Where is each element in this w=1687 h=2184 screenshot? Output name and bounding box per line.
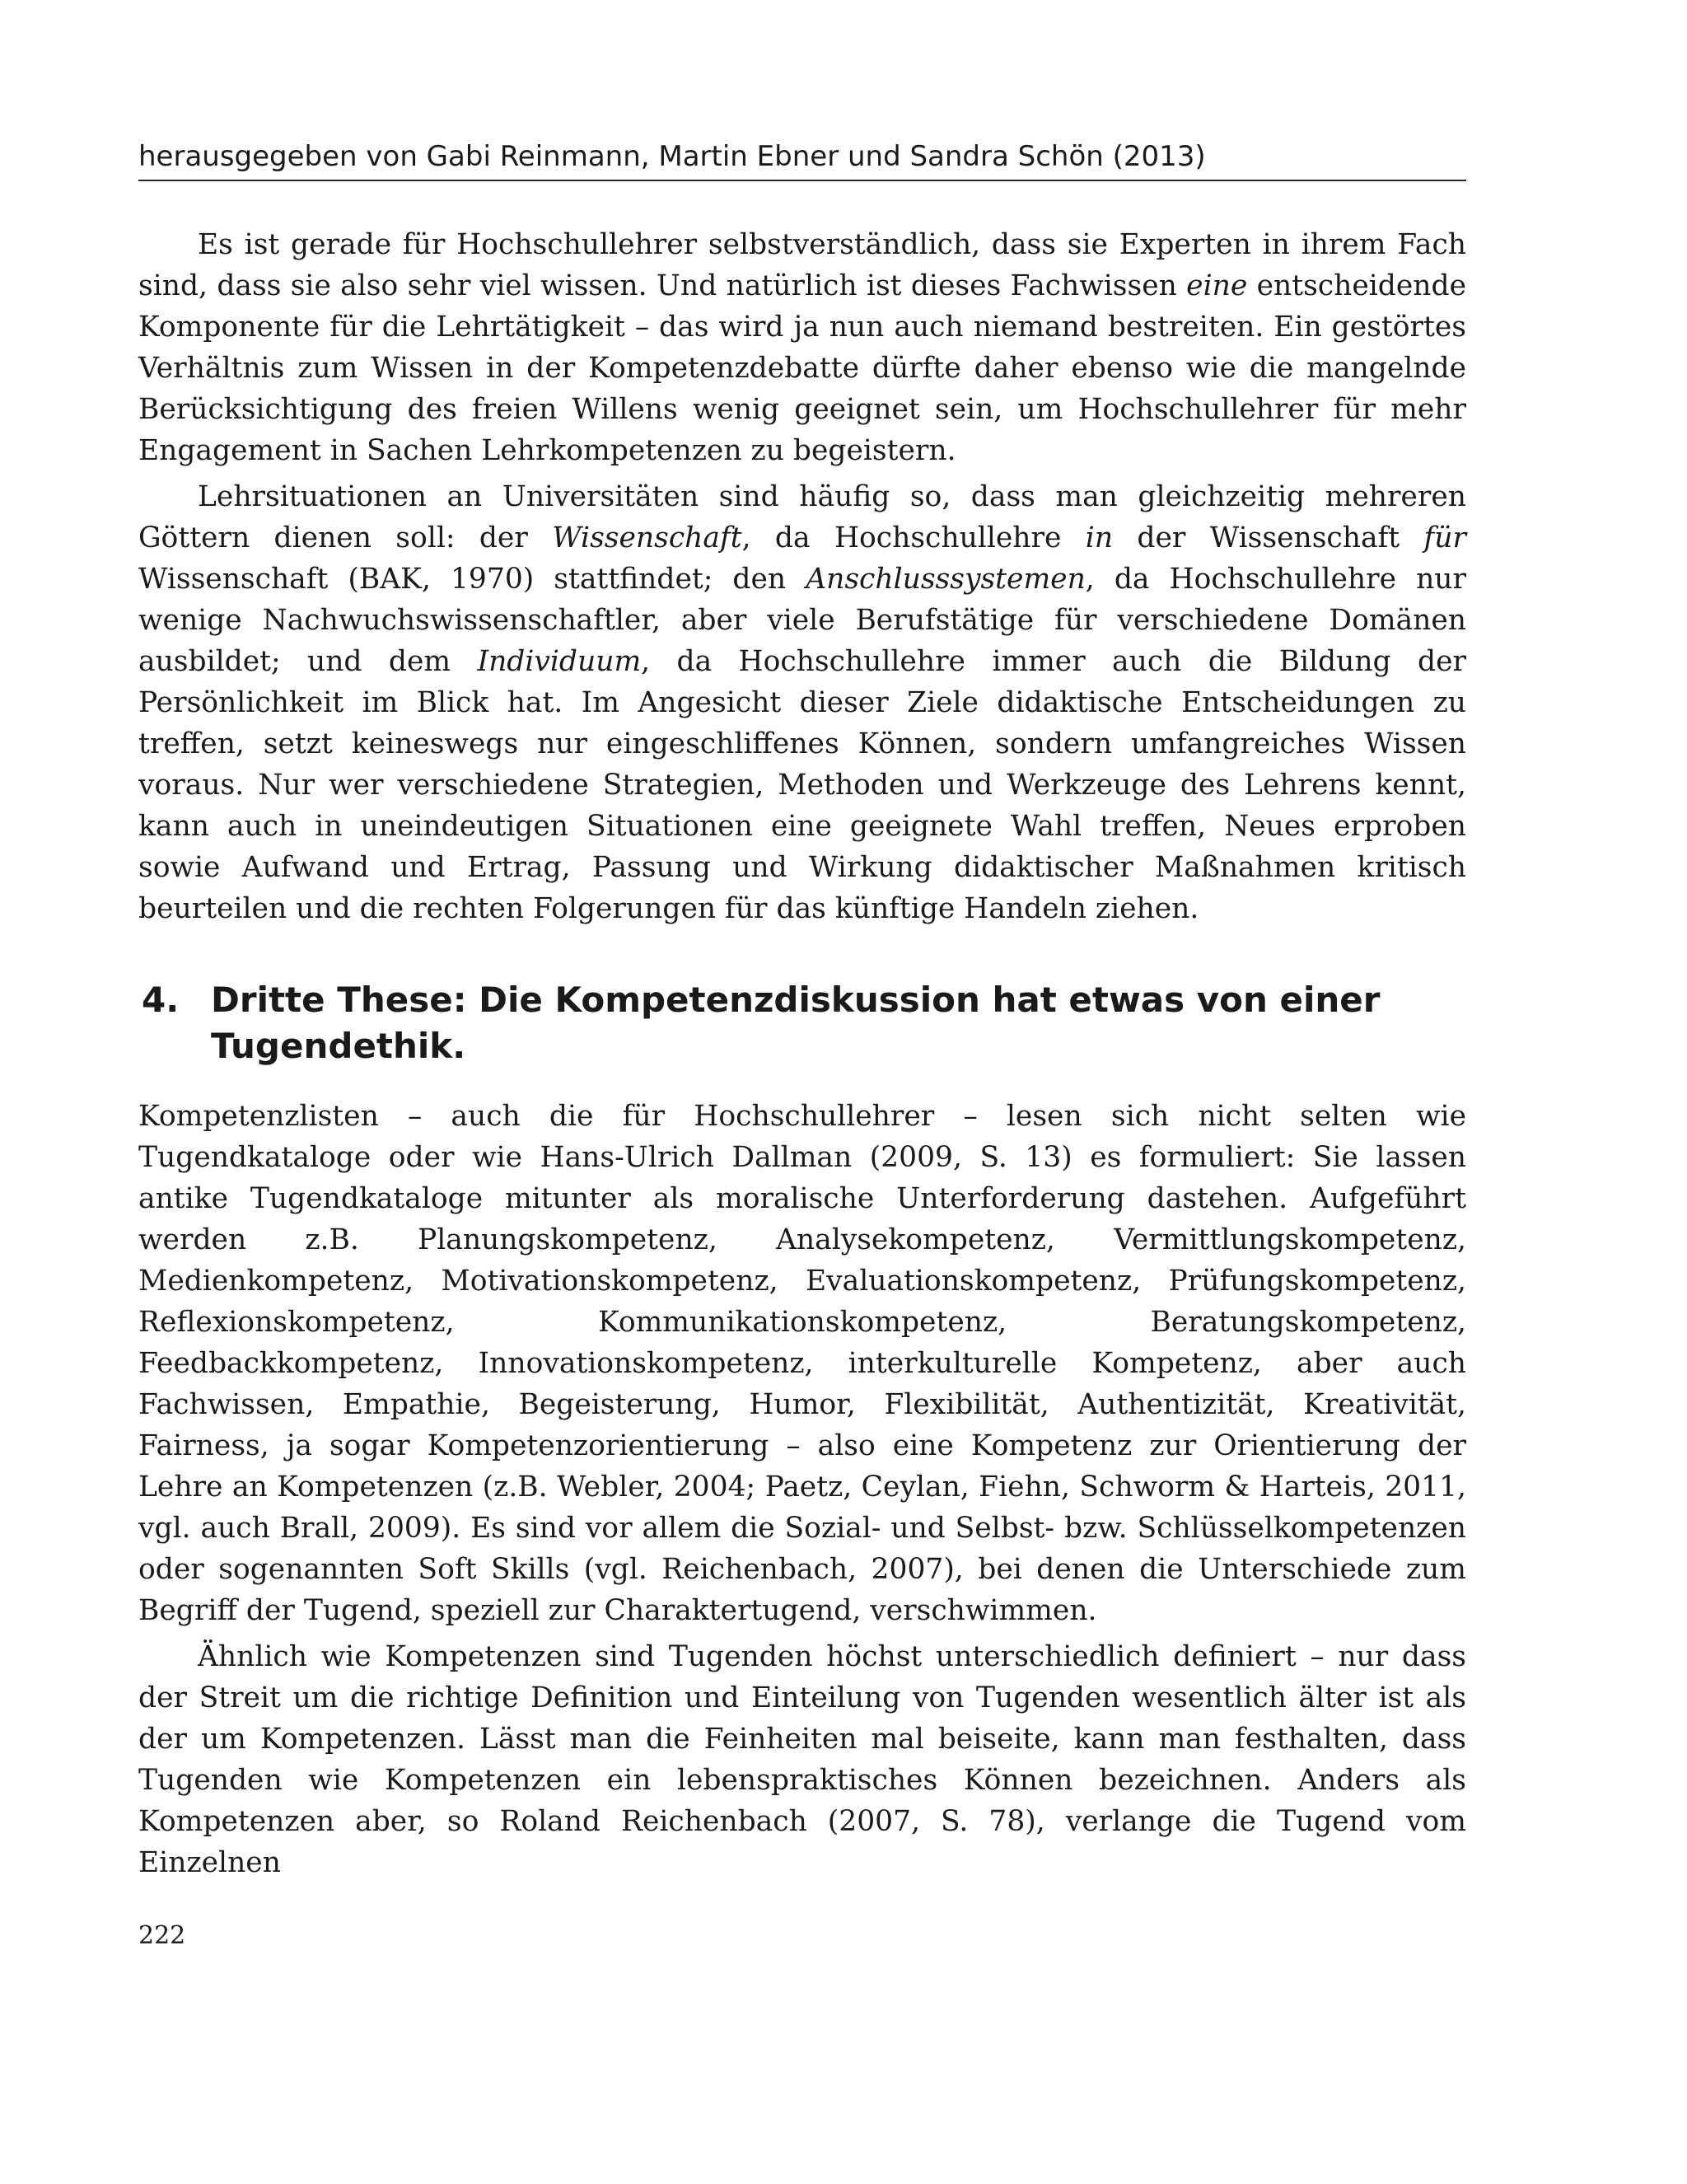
text-span: Wissenschaft (BAK, 1970) stattfindet; den bbox=[138, 563, 806, 596]
section-title: Dritte These: Die Kompetenzdiskussion hat etwas von einer Tugendethik. bbox=[211, 980, 1381, 1066]
text-span: , da Hochschullehre nur wenige Nachwuchswissenschaftler, aber viele Berufstätige für verschiedene Domänen ausbildet; und dem bbox=[138, 563, 1467, 678]
section-heading bbox=[142, 977, 1427, 1069]
section-4-body bbox=[138, 1096, 1466, 1883]
text-span: Es ist gerade für Hochschullehrer selbstverständlich, dass sie Experten in ihrem Fach sind, dass sie also sehr viel wissen. Und natürlich ist dieses Fachwissen bbox=[138, 228, 1466, 302]
emphasis: eine bbox=[1186, 269, 1248, 302]
paragraph bbox=[138, 476, 1466, 929]
emphasis: Anschlusssystemen bbox=[806, 563, 1086, 596]
text-span: , da Hochschullehre bbox=[741, 521, 1086, 554]
page-number: 222 bbox=[138, 1921, 186, 1950]
text-span: der Wissenschaft bbox=[1113, 521, 1424, 554]
text-span: , da Hochschullehre immer auch die Bildung der Persönlichkeit im Blick hat. Im Angesicht dieser Ziele didaktische Entscheidungen zu treffen, setzt keineswegs nur eingeschliffenes Können, sondern umfangreiches Wissen voraus. Nur wer verschiedene Strategien, Methoden und Werkzeuge des Lehrens kennt, kann auch in uneindeutigen Situationen eine geeignete Wahl treffen, Neues erproben sowie Aufwand und Ertrag, Passung und Wirkung didaktischer Maßnahmen kritisch beurteilen und die rechten Folgerungen für das künftige Handeln ziehen. bbox=[138, 645, 1466, 925]
text-span: entscheidende Komponente für die Lehrtätigkeit – das wird ja nun auch niemand bestreiten. Ein gestörtes Verhältnis zum Wissen in der Kompetenzdebatte dürfte daher ebenso wie die mangelnde Berücksichtigung des freien Willens wenig geeignet sein, um Hochschullehrer für mehr Engagement in Sachen Lehrkompetenzen zu begeistern. bbox=[138, 269, 1466, 467]
paragraph bbox=[138, 224, 1466, 471]
section-number: 4. bbox=[142, 980, 180, 1020]
emphasis: Individuum bbox=[477, 645, 642, 678]
paragraph: Kompetenzlisten – auch die für Hochschullehrer – lesen sich nicht selten wie Tugendkataloge oder wie Hans-Ulrich Dallman (2009, S. 13) es formuliert: Sie lassen antike Tugendkataloge mitunter als moralische Unterforderung dastehen. Aufgeführt werden z.B. Planungskompetenz, Analysekompetenz, Vermittlungskompetenz, Medienkompetenz, Motivationskompetenz, Evaluationskompetenz, Prüfungskompetenz, Reflexionskompetenz, Kommunikationskompetenz, Beratungskompetenz, Feedbackkompetenz, Innovationskompetenz, interkulturelle Kompetenz, aber auch Fachwissen, Empathie, Begeisterung, Humor, Flexibilität, Authentizität, Kreativität, Fairness, ja sogar Kompetenzorientierung – also eine Kompetenz zur Orientierung der Lehre an Kompetenzen (z.B. Webler, 2004; Paetz, Ceylan, Fiehn, Schworm & Harteis, 2011, vgl. auch Brall, 2009). Es sind vor allem die Sozial- und Selbst- bzw. Schlüsselkompetenzen oder sogenannten Soft Skills (vgl. Reichenbach, 2007), bei denen die Unterschiede zum Begriff der Tugend, speziell zur Charaktertugend, verschwimmen. bbox=[138, 1100, 1466, 1627]
emphasis: für bbox=[1423, 521, 1467, 554]
section-3-body bbox=[138, 224, 1466, 929]
emphasis: in bbox=[1085, 521, 1114, 554]
paragraph: Ähnlich wie Kompetenzen sind Tugenden höchst unterschiedlich definiert – nur dass der Streit um die richtige Definition und Einteilung von Tugenden wesentlich älter ist als der um Kompetenzen. Lässt man die Feinheiten mal beiseite, kann man festhalten, dass Tugenden wie Kompetenzen ein lebenspraktisches Können bezeichnen. Anders als Kompetenzen aber, so Roland Reichenbach (2007, S. 78), verlange die Tugend vom Einzelnen bbox=[138, 1640, 1466, 1879]
running-header: herausgegeben von Gabi Reinmann, Martin Ebner und Sandra Schön (2013) bbox=[138, 138, 1466, 181]
emphasis: Wissenschaft bbox=[552, 521, 742, 554]
text-span: Lehrsituationen an Universitäten sind häufig so, dass man gleichzeitig mehreren Göttern dienen soll: der bbox=[138, 480, 1466, 554]
